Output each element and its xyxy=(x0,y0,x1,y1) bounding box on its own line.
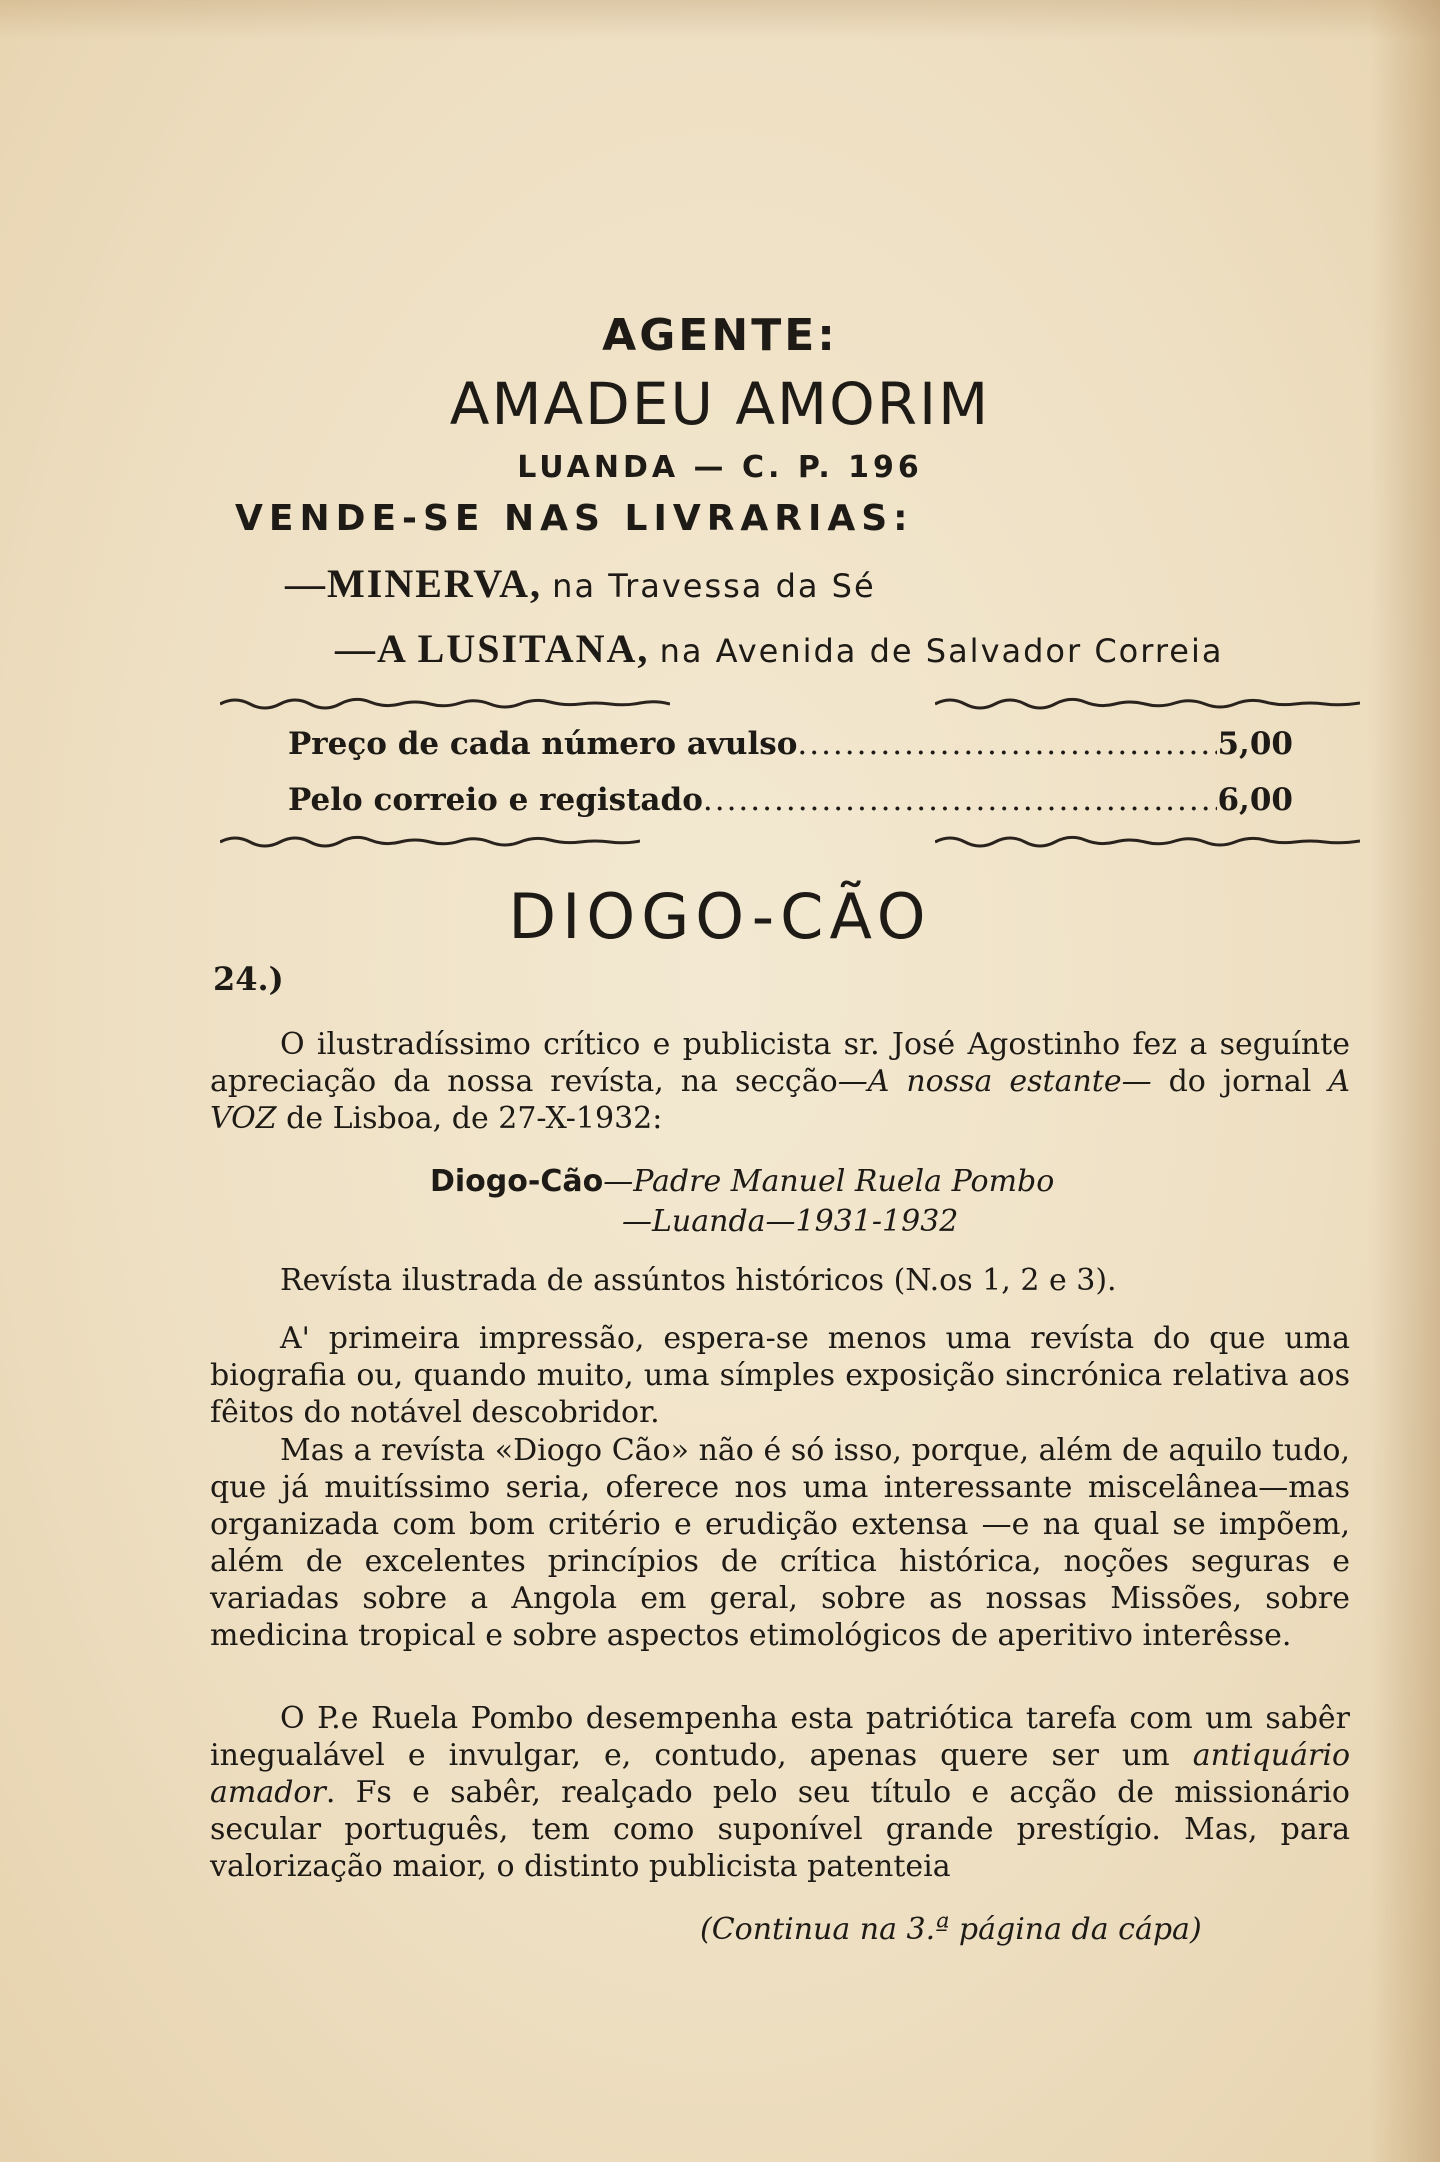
price-value: 5,00 xyxy=(1217,726,1293,762)
citation-place: —Luanda—1931-1932 xyxy=(622,1204,959,1239)
price-row-single-issue xyxy=(288,726,1293,762)
citation-title: Diogo-Cão xyxy=(430,1164,604,1199)
shop-name: —A LUSITANA, xyxy=(335,626,650,671)
shop-lusitana xyxy=(335,625,1223,672)
paper-edge-top xyxy=(0,0,1440,40)
agent-name: AMADEU AMORIM xyxy=(449,370,991,438)
agent-address: LUANDA — C. P. 196 xyxy=(517,450,923,485)
ornament-rule-left-bottom xyxy=(220,832,640,848)
sold-at-heading: VENDE-SE NAS LIVRARIAS: xyxy=(235,498,914,539)
citation-author: —Padre Manuel Ruela Pombo xyxy=(603,1164,1055,1199)
price-label: Preço de cada número avulso xyxy=(288,726,798,762)
continued-note: (Continua na 3.ª página da cápa) xyxy=(700,1912,1202,1947)
price-value: 6,00 xyxy=(1217,782,1293,818)
paragraph-summary: Revísta ilustrada de assúntos históricos (N.os 1, 2 e 3). xyxy=(280,1263,1117,1298)
price-row-registered-mail xyxy=(288,782,1293,818)
newspaper-name: A VOZ xyxy=(210,1064,1350,1136)
ornament-rule-right-bottom xyxy=(935,832,1360,848)
magazine-title: DIOGO-CÃO xyxy=(508,880,932,953)
shop-location: na Avenida de Salvador Correia xyxy=(659,632,1224,670)
ornament-rule-left-top xyxy=(220,694,670,710)
agent-label: AGENTE: xyxy=(602,310,838,361)
italic-phrase: antiquário amador xyxy=(210,1738,1350,1810)
paragraph-author xyxy=(210,1700,1350,1885)
text: . Fs e sabêr, realçado pelo seu título e acção de missionário secular português, tem como suponível grande prestígio. Mas, para valorização maior, o distinto publicista patenteia xyxy=(210,1775,1350,1884)
paragraph-miscellany: Mas a revísta «Diogo Cão» não é só isso, porque, além de aquilo tudo, que já muitíssimo seria, oferece nos uma interessante miscelânea—mas organizada com bom critério e erudição extensa —e na qual se impõem, além de excelentes princípios de crítica histórica, noções seguras e variadas sobre a Angola em geral, sobre as nossas Missões, sobre medicina tropical e sobre aspectos etimológicos de aperitivo interêsse. xyxy=(210,1433,1350,1653)
text: O ilustradíssimo crítico e publicista sr. José Agostinho fez a seguínte apreciação da nossa revísta, na secção xyxy=(210,1027,1350,1099)
text: O P.e Ruela Pombo desempenha esta patriótica tarefa com um sabêr inegualável e invulgar, e, contudo, apenas quere ser um xyxy=(210,1701,1350,1773)
citation-block xyxy=(430,1162,1054,1242)
shop-name: —MINERVA, xyxy=(285,561,542,606)
section-name: —A nossa estante— xyxy=(837,1064,1152,1099)
leader-dots xyxy=(703,782,1218,818)
ornament-rule-right-top xyxy=(935,694,1360,710)
leader-dots xyxy=(797,726,1217,762)
shop-minerva xyxy=(285,560,876,607)
text: do jornal xyxy=(1151,1064,1329,1099)
issue-number: 24.) xyxy=(213,960,284,998)
price-label: Pelo correio e registado xyxy=(288,782,703,818)
shop-location: na Travessa da Sé xyxy=(552,567,876,605)
text: de Lisboa, de 27-X-1932: xyxy=(276,1101,663,1136)
paragraph-intro xyxy=(210,1026,1350,1137)
paragraph-first-impression: A' primeira impressão, espera-se menos uma revísta do que uma biografia ou, quando muito, uma símples exposição sincrónica relativa aos fêitos do notável descobridor. xyxy=(210,1321,1350,1430)
